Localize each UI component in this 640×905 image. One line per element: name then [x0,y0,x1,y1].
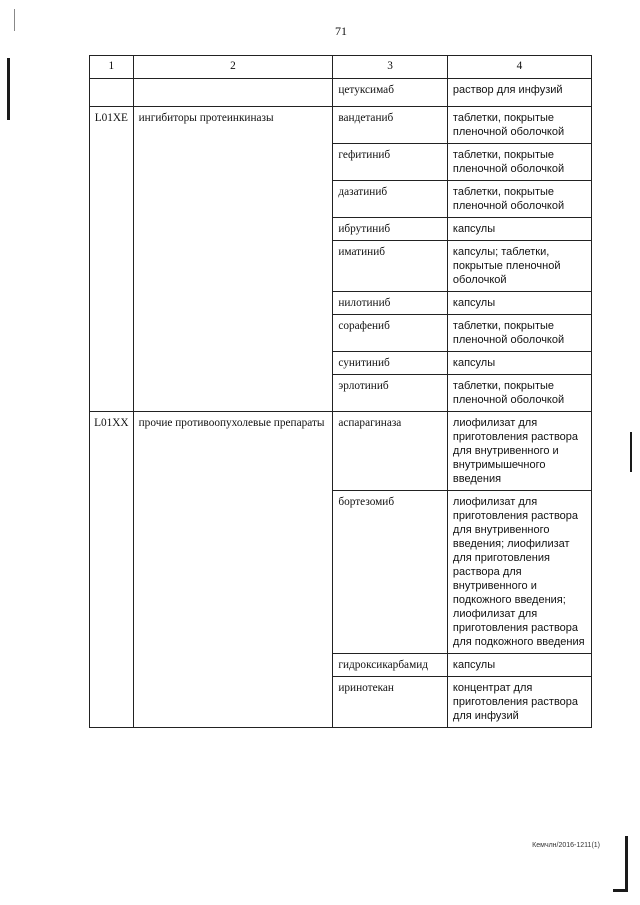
column-header: 3 [333,56,448,79]
dosage-form: капсулы [447,654,591,677]
scan-artifact [613,889,627,892]
column-header: 4 [447,56,591,79]
group-name: ингибиторы протеинкиназы [133,107,333,412]
dosage-form: лиофилизат для приготовления раствора для внутривенного введения; лиофилизат для приготовления раствора для внутривенного и подкожного введения; лиофилизат для приготовления раствора для подкожного введения [447,491,591,654]
drug-name: иматиниб [333,241,448,292]
dosage-form: лиофилизат для приготовления раствора для внутривенного и внутримышечного введения [447,412,591,491]
drug-name: эрлотиниб [333,375,448,412]
dosage-form: капсулы [447,218,591,241]
drug-name: дазатиниб [333,181,448,218]
drug-name: нилотиниб [333,292,448,315]
drug-name: иринотекан [333,677,448,728]
scan-artifact [630,432,632,472]
group-name: прочие противоопухолевые препараты [133,412,333,728]
empty-cell [133,79,333,107]
column-header: 2 [133,56,333,79]
dosage-form: капсулы [447,292,591,315]
table-header-row [90,56,592,79]
drug-name: сунитиниб [333,352,448,375]
dosage-form: таблетки, покрытые пленочной оболочкой [447,107,591,144]
column-header: 1 [90,56,134,79]
drug-name: вандетаниб [333,107,448,144]
dosage-form: раствор для инфузий [447,79,591,107]
dosage-form: капсулы [447,352,591,375]
drug-name: сорафениб [333,315,448,352]
scan-artifact [7,58,10,120]
drug-name: бортезомиб [333,491,448,654]
dosage-form: капсулы; таблетки, покрытые пленочной оболочкой [447,241,591,292]
dosage-form: таблетки, покрытые пленочной оболочкой [447,315,591,352]
table-row [90,107,592,144]
drug-name: аспарагиназа [333,412,448,491]
drug-table [89,55,592,728]
drug-name: гефитиниб [333,144,448,181]
drug-name: ибрутиниб [333,218,448,241]
table-row [90,79,592,107]
drug-name: цетуксимаб [333,79,448,107]
table-row [90,412,592,491]
atc-code: L01XX [90,412,134,728]
atc-code: L01XE [90,107,134,412]
drug-name: гидроксикарбамид [333,654,448,677]
document-stamp: Кемчлн/2016-1211(1) [532,842,600,849]
page-number: 71 [335,24,347,38]
dosage-form: таблетки, покрытые пленочной оболочкой [447,375,591,412]
dosage-form: концентрат для приготовления раствора для инфузий [447,677,591,728]
dosage-form: таблетки, покрытые пленочной оболочкой [447,181,591,218]
scan-artifact [625,836,628,892]
dosage-form: таблетки, покрытые пленочной оболочкой [447,144,591,181]
empty-cell [90,79,134,107]
